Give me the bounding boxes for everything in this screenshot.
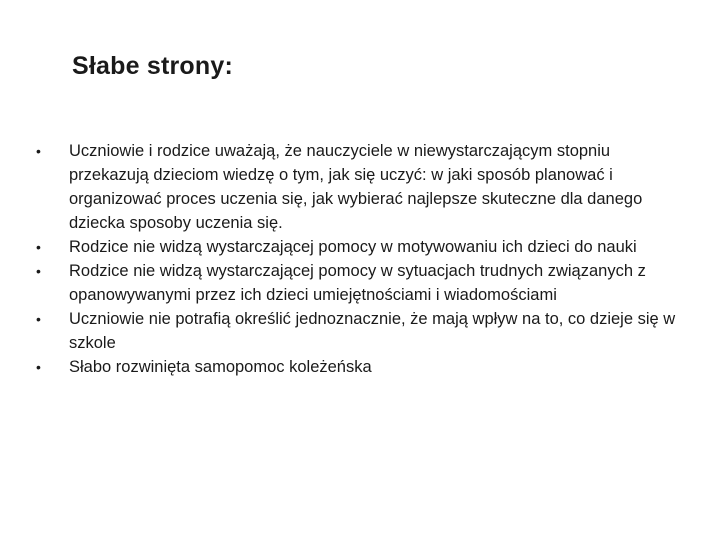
bullet-item (36, 139, 686, 235)
bullet-item (36, 235, 686, 259)
bullet-text: Uczniowie i rodzice uważają, że nauczyciele w niewystarczającym stopniu przekazują dzieciom wiedzę o tym, jak się uczyć: w jaki sposób planować i organizować proces uczenia się, jak wybierać najlepsze skuteczne dla danego dziecka sposoby uczenia się. (69, 142, 643, 232)
bullet-marker: • (36, 263, 41, 279)
bullet-text: Rodzice nie widzą wystarczającej pomocy w sytuacjach trudnych związanych z opanowywanymi przez ich dzieci umiejętnościami i wiadomościami (69, 262, 646, 304)
bullet-item (36, 355, 686, 379)
bullet-text: Słabo rozwinięta samopomoc koleżeńska (69, 358, 372, 376)
slide-title: Słabe strony: (72, 52, 233, 80)
bullet-marker: • (36, 359, 41, 375)
bullet-text: Uczniowie nie potrafią określić jednoznacznie, że mają wpływ na to, co dzieje się w szkole (69, 310, 676, 352)
bullet-item (36, 259, 686, 307)
bullet-item (36, 307, 686, 355)
bullet-list (36, 139, 686, 379)
bullet-marker: • (36, 143, 41, 159)
bullet-text: Rodzice nie widzą wystarczającej pomocy w motywowaniu ich dzieci do nauki (69, 238, 637, 256)
bullet-marker: • (36, 311, 41, 327)
bullet-marker: • (36, 239, 41, 255)
